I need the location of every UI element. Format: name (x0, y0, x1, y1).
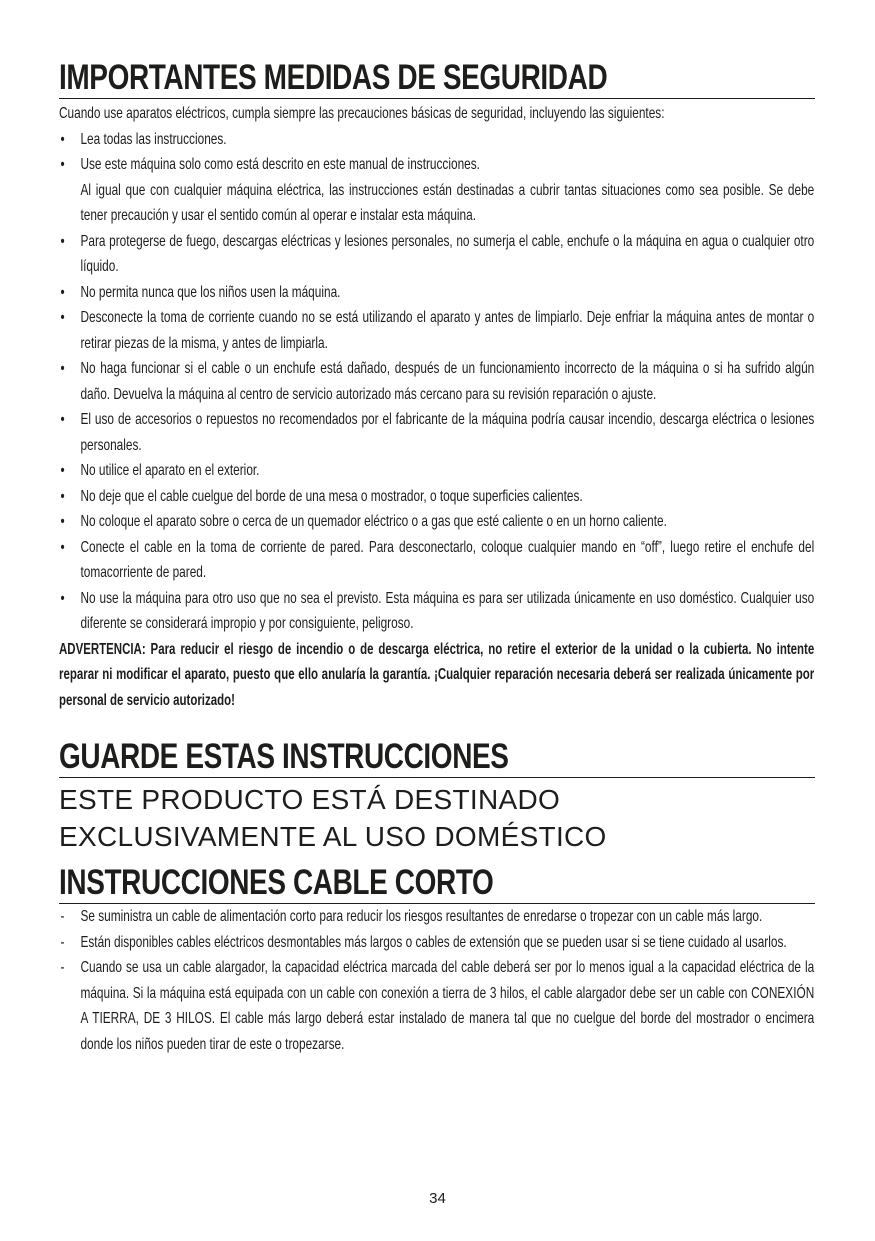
dash-mark: - (60, 959, 65, 976)
guard-heading (59, 737, 815, 778)
safety-title: IMPORTANTES MEDIDAS DE SEGURIDAD (59, 58, 608, 97)
bullet-mark: • (60, 589, 65, 607)
cable-title: INSTRUCCIONES CABLE CORTO (59, 863, 494, 902)
dash-mark: - (60, 908, 65, 925)
bullet-mark: • (60, 130, 65, 148)
domestic-use-notice: ESTE PRODUCTO ESTÁ DESTINADO EXCLUSIVAMENTE AL USO DOMÉSTICO (59, 784, 607, 852)
bullet-mark: • (60, 309, 65, 326)
bullet-mark: • (60, 156, 65, 173)
guard-title: GUARDE ESTAS INSTRUCCIONES (59, 737, 509, 776)
bullet-mark: • (60, 462, 65, 479)
safety-item: • Use este máquina solo como está descrito en este manual de instrucciones. (59, 152, 814, 178)
cable-body (59, 904, 814, 1057)
bullet-mark: • (60, 232, 65, 250)
warning-paragraph: ADVERTENCIA: Para reducir el riesgo de incendio o de descarga eléctrica, no retire el exterior de la unidad o la cubierta. No intente reparar ni modificar el aparato, puesto que ello anularía la garantía. ¡Cualquier reparación necesaria deberá ser realizada únicamente por personal de servicio autorizado! (59, 640, 815, 709)
safety-item: • Para protegerse de fuego, descargas eléctricas y lesiones personales, no sumerja el cable, enchufe o la máquina en agua o cualquier otro líquido. (59, 229, 814, 280)
cable-item: - Se suministra un cable de alimentación corto para reducir los riesgos resultantes de enredarse o tropezar con un cable más largo. (59, 904, 814, 930)
safety-item: • No use la máquina para otro uso que no sea el previsto. Esta máquina es para ser utilizada únicamente en uso doméstico. Cualquier uso diferente se considerará impropio y por consiguiente, peligroso. (59, 586, 814, 637)
safety-item: • No permita nunca que los niños usen la máquina. (59, 280, 814, 306)
safety-item: • Conecte el cable en la toma de corriente de pared. Para desconectarlo, coloque cualquier mando en “off”, luego retire el enchufe del tomacorriente de pared. (59, 535, 814, 586)
cable-item: - Están disponibles cables eléctricos desmontables más largos o cables de extensión que se pueden usar si se tiene cuidado al usarlos. (59, 930, 814, 956)
cable-list (59, 904, 814, 1057)
cable-item: - Cuando se usa un cable alargador, la capacidad eléctrica marcada del cable deberá ser por lo menos igual a la capacidad eléctrica de la máquina. Si la máquina está equipada con un cable con conexión a tierra de 3 hilos, el cable alargador debe ser un cable con CONEXIÓN A TIERRA, DE 3 HILOS. El cable más largo deberá estar instalado de manera tal que no cuelgue del borde del mostrador o encimera donde los niños pueden tirar de este o tropezarse. (59, 955, 814, 1057)
safety-item: • No coloque el aparato sobre o cerca de un quemador eléctrico o a gas que esté caliente o en un horno caliente. (59, 509, 814, 535)
safety-item: • No haga funcionar si el cable o un enchufe está dañado, después de un funcionamiento incorrecto de la máquina o si ha sufrido algún daño. Devuelva la máquina al centro de servicio autorizado más cercano para su revisión reparación o ajuste. (59, 356, 814, 407)
document-page (59, 58, 815, 1057)
bullet-mark: • (60, 360, 65, 377)
safety-heading (59, 58, 815, 99)
bullet-mark: • (60, 411, 65, 428)
safety-item: • No utilice el aparato en el exterior. (59, 458, 814, 484)
safety-list (59, 127, 814, 637)
dash-mark: - (60, 933, 65, 951)
safety-body (59, 101, 814, 713)
safety-item: • Desconecte la toma de corriente cuando no se está utilizando el aparato y antes de limpiarlo. Deje enfriar la máquina antes de montar o retirar piezas de la misma, y antes de limpiarla. (59, 305, 814, 356)
cable-heading (59, 863, 815, 904)
bullet-mark: • (60, 513, 65, 530)
safety-item: • El uso de accesorios o repuestos no recomendados por el fabricante de la máquina podría causar incendio, descarga eléctrica o lesiones personales. (59, 407, 814, 458)
safety-intro: Cuando use aparatos eléctricos, cumpla siempre las precauciones básicas de seguridad, incluyendo las siguientes: (59, 105, 665, 122)
safety-item: • No deje que el cable cuelgue del borde de una mesa o mostrador, o toque superficies calientes. (59, 484, 814, 510)
safety-item: • Lea todas las instrucciones. (59, 127, 814, 153)
page-number: 34 (429, 1190, 446, 1207)
bullet-mark: • (60, 487, 65, 505)
bullet-mark: • (60, 538, 65, 556)
bullet-mark: • (60, 283, 65, 301)
safety-item-continuation: Al igual que con cualquier máquina eléctrica, las instrucciones están destinadas a cubrir tantas situaciones como sea posible. Se debe tener precaución y usar el sentido común al operar e instalar esta máquina. (80, 181, 815, 224)
